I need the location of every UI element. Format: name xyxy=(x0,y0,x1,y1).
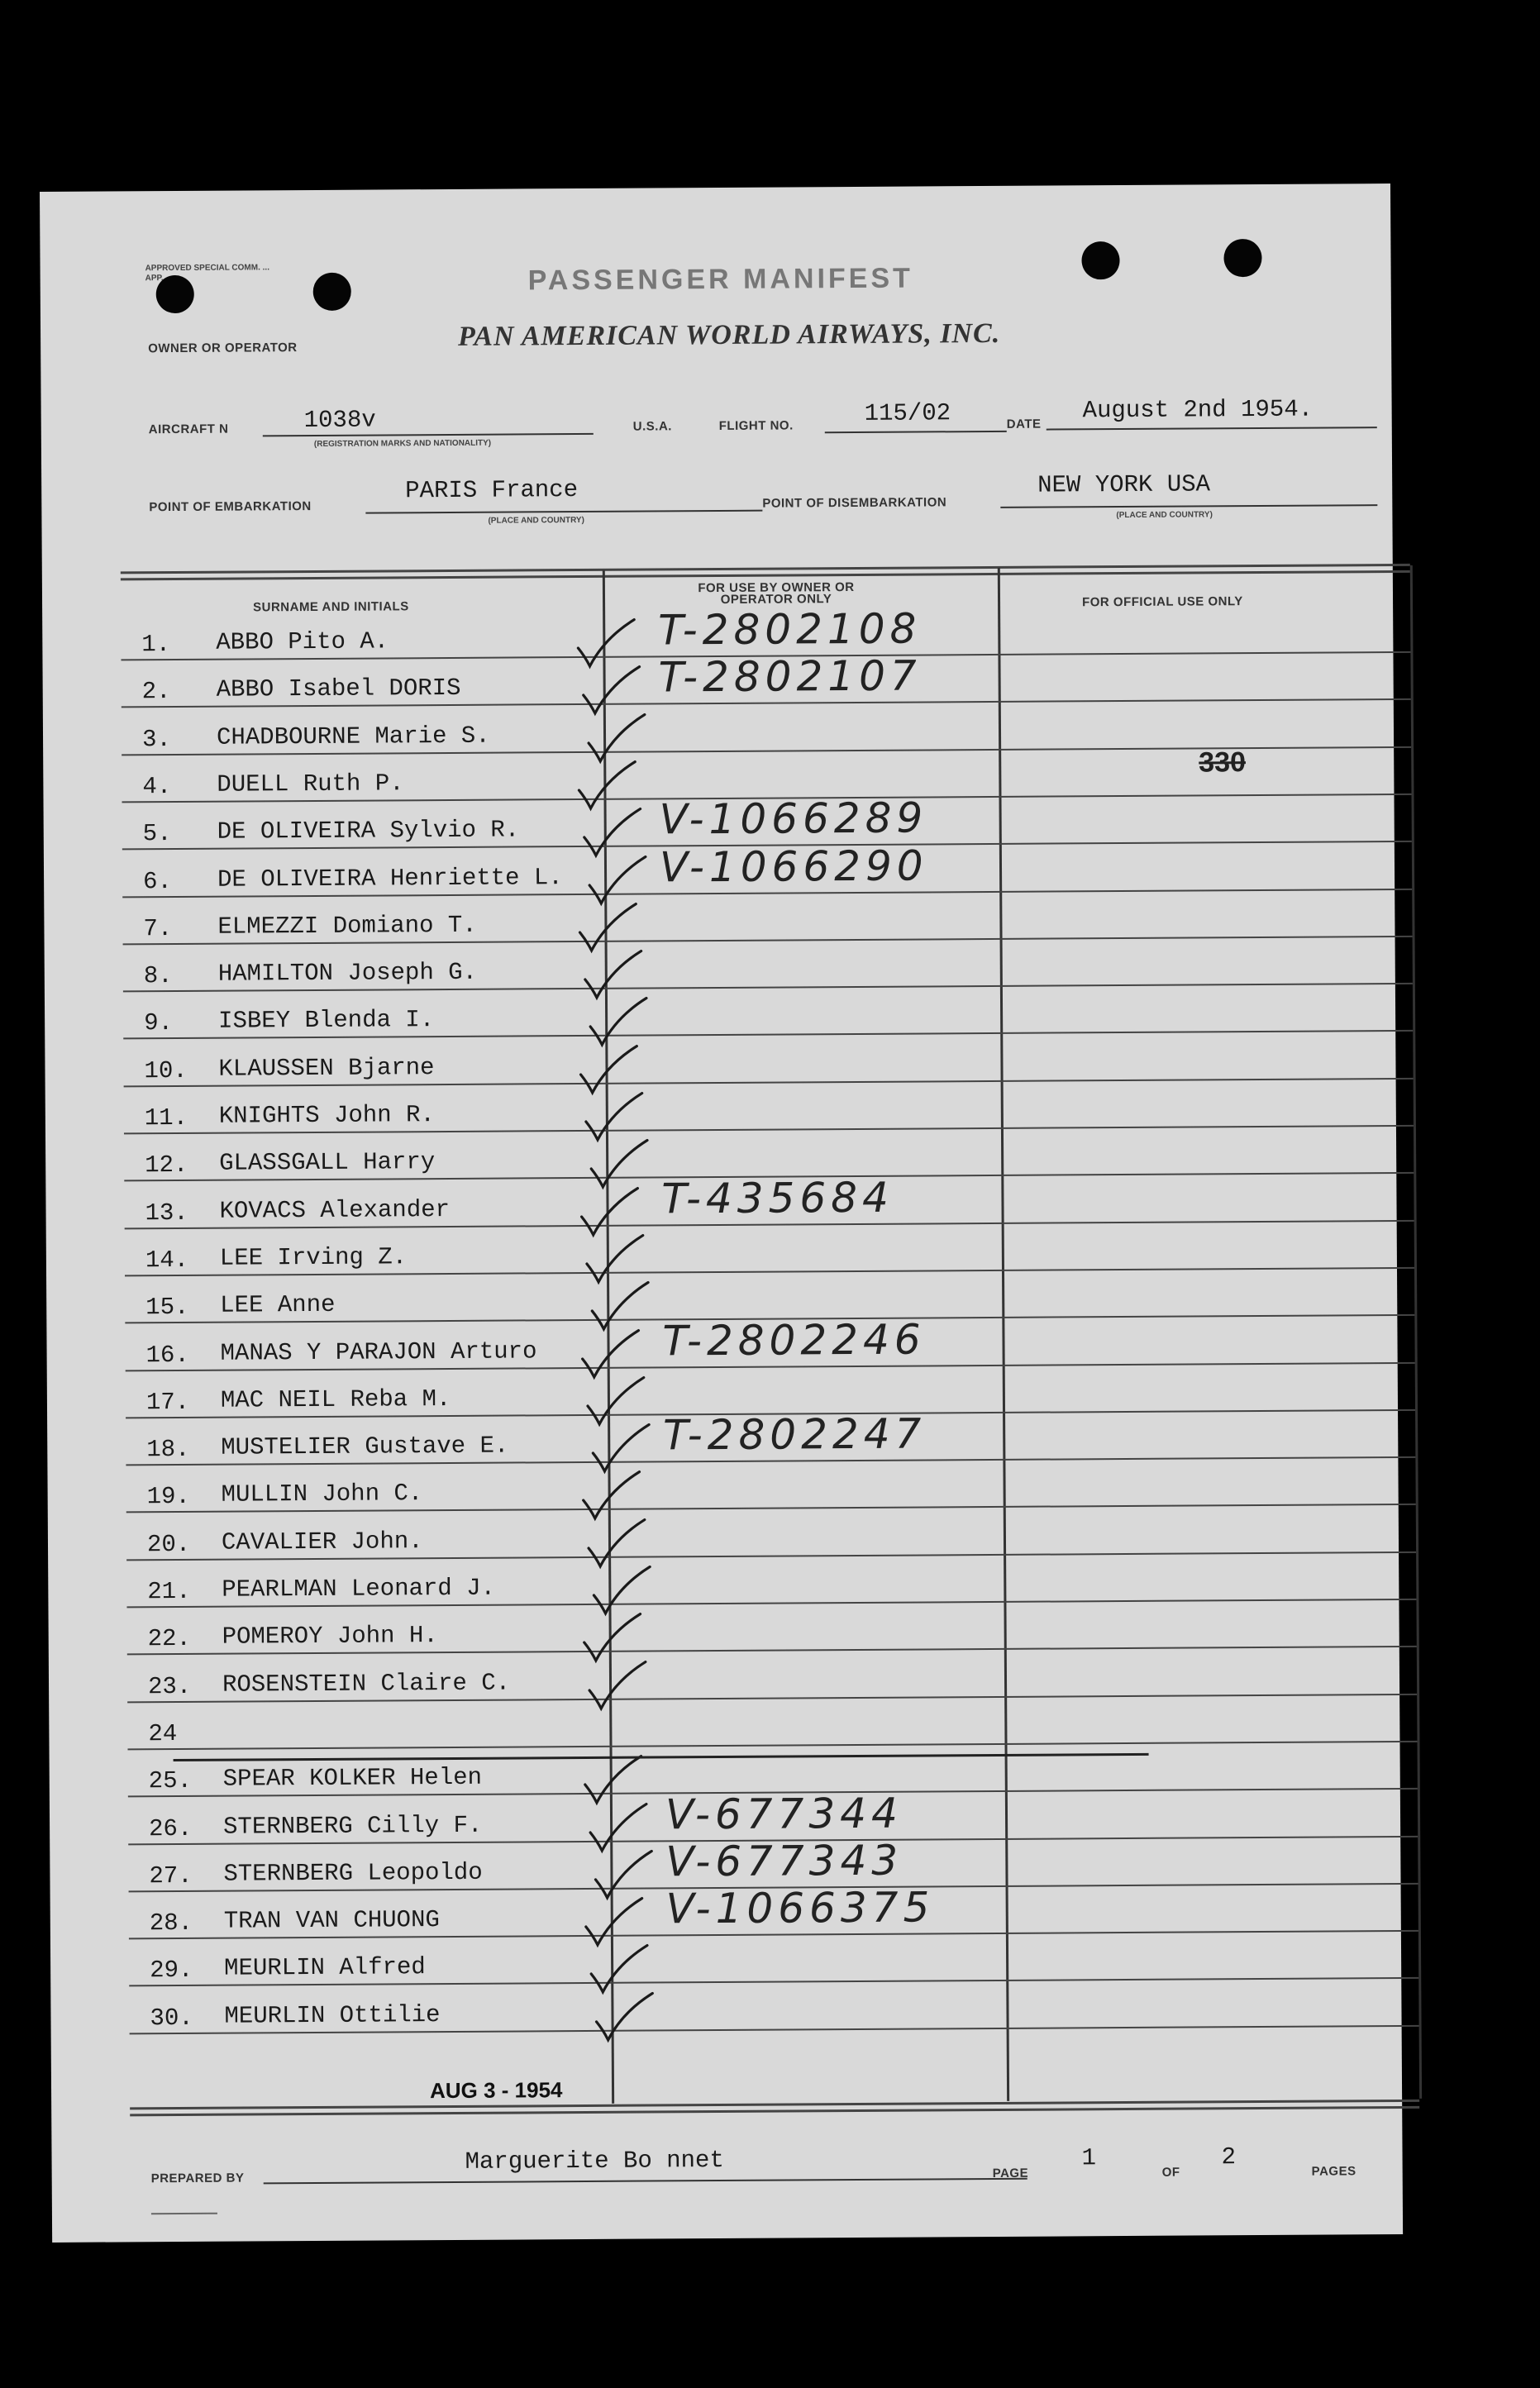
passenger-number: 10. xyxy=(144,1056,188,1084)
prepared-by-label: PREPARED BY xyxy=(150,2171,245,2186)
passenger-name: MEURLIN Ottilie xyxy=(224,2000,441,2030)
passenger-name: POMEROY John H. xyxy=(222,1622,438,1651)
usa-label: U.S.A. xyxy=(632,419,672,434)
passenger-name: ROSENSTEIN Claire C. xyxy=(222,1669,511,1699)
passenger-name: DE OLIVEIRA Sylvio R. xyxy=(217,816,520,846)
passenger-name: DUELL Ruth P. xyxy=(217,770,404,798)
passenger-name: LEE Irving Z. xyxy=(219,1243,408,1272)
disembark-value: NEW YORK USA xyxy=(1037,470,1211,499)
passenger-name: MEURLIN Alfred xyxy=(224,1953,426,1983)
passenger-number: 4. xyxy=(142,772,172,801)
of-value: 2 xyxy=(1221,2143,1237,2171)
ticket-number: T-435684 xyxy=(661,1173,894,1223)
punch-hole xyxy=(313,273,351,311)
passenger-number: 3. xyxy=(141,725,171,753)
passenger-name: MULLIN John C. xyxy=(221,1480,423,1509)
passenger-name: STERNBERG Cilly F. xyxy=(222,1811,483,1841)
approval-stamp: APPROVED SPECIAL COMM. ... APP. xyxy=(145,263,269,284)
ticket-number: T-2802246 xyxy=(662,1314,926,1365)
column-header-official-use: FOR OFFICIAL USE ONLY xyxy=(1082,594,1243,610)
row-rule xyxy=(128,1741,1418,1751)
passenger-number: 30. xyxy=(150,2004,193,2032)
passenger-name: MUSTELIER Gustave E. xyxy=(221,1432,509,1461)
passenger-name: CAVALIER John. xyxy=(221,1527,423,1556)
embark-label: POINT OF EMBARKATION xyxy=(149,498,312,515)
received-date-stamp: AUG 3 - 1954 xyxy=(429,2077,563,2104)
registration-caption: (REGISTRATION MARKS AND NATIONALITY) xyxy=(313,438,492,449)
passenger-number: 25. xyxy=(148,1767,193,1795)
passenger-number: 1. xyxy=(141,631,171,659)
embark-caption: (PLACE AND COUNTRY) xyxy=(488,515,584,526)
page-label: PAGE xyxy=(992,2166,1029,2181)
aircraft-value: 1038v xyxy=(303,406,376,435)
passenger-number: 11. xyxy=(144,1103,188,1132)
passenger-number: 17. xyxy=(145,1388,190,1417)
passenger-number: 23. xyxy=(147,1672,192,1700)
passenger-name: TRAN VAN CHUONG xyxy=(223,1906,440,1935)
passenger-number: 9. xyxy=(144,1009,174,1037)
flight-label: FLIGHT NO. xyxy=(718,418,794,433)
punch-hole xyxy=(1081,241,1119,279)
passenger-name: ELMEZZI Domiano T. xyxy=(217,911,477,941)
passenger-number: 6. xyxy=(142,867,173,895)
passenger-name: STERNBERG Leopoldo xyxy=(223,1858,483,1888)
passenger-name: HAMILTON Joseph G. xyxy=(217,958,478,988)
passenger-number: 8. xyxy=(143,962,173,990)
punch-hole xyxy=(1223,239,1261,277)
date-label: DATE xyxy=(1006,417,1042,431)
carrier-name: PAN AMERICAN WORLD AIRWAYS, INC. xyxy=(457,317,1001,352)
ticket-number: T-2802107 xyxy=(658,651,922,702)
passenger-number: 15. xyxy=(145,1294,189,1322)
row-24-strike xyxy=(174,1753,1149,1761)
passenger-number: 18. xyxy=(146,1436,190,1464)
passenger-number: 20. xyxy=(146,1530,191,1558)
passenger-number: 29. xyxy=(150,1957,193,1985)
of-label: OF xyxy=(1161,2165,1180,2180)
passenger-number: 27. xyxy=(149,1861,193,1890)
column-header-surname: SURNAME AND INITIALS xyxy=(253,599,409,615)
ticket-number: V-677343 xyxy=(665,1836,903,1886)
passenger-name: LEE Anne xyxy=(220,1291,336,1319)
passenger-name: SPEAR KOLKER Helen xyxy=(222,1763,483,1793)
passenger-number: 7. xyxy=(143,914,173,943)
passenger-number: 26. xyxy=(148,1814,193,1842)
passenger-number: 12. xyxy=(145,1151,188,1180)
passenger-name: DE OLIVEIRA Henriette L. xyxy=(217,863,563,894)
passenger-name: KOVACS Alexander xyxy=(219,1195,451,1225)
passenger-number: 16. xyxy=(145,1341,189,1369)
passenger-number: 14. xyxy=(145,1246,189,1275)
ticket-number: V-1066289 xyxy=(659,794,928,844)
passenger-name: ISBEY Blenda I. xyxy=(218,1006,435,1036)
pages-label: PAGES xyxy=(1311,2164,1356,2179)
passenger-name: MANAS Y PARAJON Arturo xyxy=(220,1337,537,1367)
passenger-name: MAC NEIL Reba M. xyxy=(220,1385,451,1414)
manifest-sheet xyxy=(40,184,1403,2243)
column-header-owner-use: FOR USE BY OWNER OR OPERATOR ONLY xyxy=(698,579,855,607)
owner-label: OWNER OR OPERATOR xyxy=(148,341,298,356)
page-value: 1 xyxy=(1081,2144,1097,2172)
official-note: 330 xyxy=(1199,746,1247,779)
ticket-number: T-2802247 xyxy=(663,1409,927,1460)
passenger-number: 22. xyxy=(147,1625,192,1653)
disembark-caption: (PLACE AND COUNTRY) xyxy=(1116,510,1213,521)
ticket-number: V-677344 xyxy=(665,1789,903,1838)
passenger-name: ABBO Pito A. xyxy=(216,627,389,656)
disembark-label: POINT OF DISEMBARKATION xyxy=(762,495,947,511)
check-mark-icon xyxy=(583,1655,649,1713)
passenger-number: 19. xyxy=(146,1483,190,1511)
ticket-number: V-1066290 xyxy=(659,841,928,891)
passenger-name: CHADBOURNE Marie S. xyxy=(216,722,490,751)
date-value: August 2nd 1954. xyxy=(1082,395,1314,425)
passenger-number: 13. xyxy=(145,1199,188,1227)
passenger-name: PEARLMAN Leonard J. xyxy=(222,1574,496,1604)
passenger-name: KLAUSSEN Bjarne xyxy=(218,1053,435,1083)
ticket-number: T-2802108 xyxy=(658,604,922,655)
passenger-number: 24 xyxy=(148,1719,178,1748)
manifest-title: PASSENGER MANIFEST xyxy=(527,262,913,297)
passenger-number: 21. xyxy=(147,1577,191,1606)
ticket-number: V-1066375 xyxy=(665,1883,935,1933)
passenger-number: 5. xyxy=(142,820,172,848)
passenger-number: 2. xyxy=(141,678,171,706)
form-number xyxy=(151,2213,217,2219)
passenger-name: GLASSGALL Harry xyxy=(219,1148,436,1177)
aircraft-label: AIRCRAFT N xyxy=(148,422,229,437)
prepared-by-value: Marguerite Bo nnet xyxy=(465,2146,724,2176)
check-mark-icon xyxy=(589,1986,656,2044)
passenger-number: 28. xyxy=(149,1909,193,1938)
embark-value: PARIS France xyxy=(405,476,579,505)
flight-value: 115/02 xyxy=(864,399,951,427)
passenger-name: ABBO Isabel DORIS xyxy=(216,674,461,704)
passenger-name: KNIGHTS John R. xyxy=(218,1101,435,1130)
